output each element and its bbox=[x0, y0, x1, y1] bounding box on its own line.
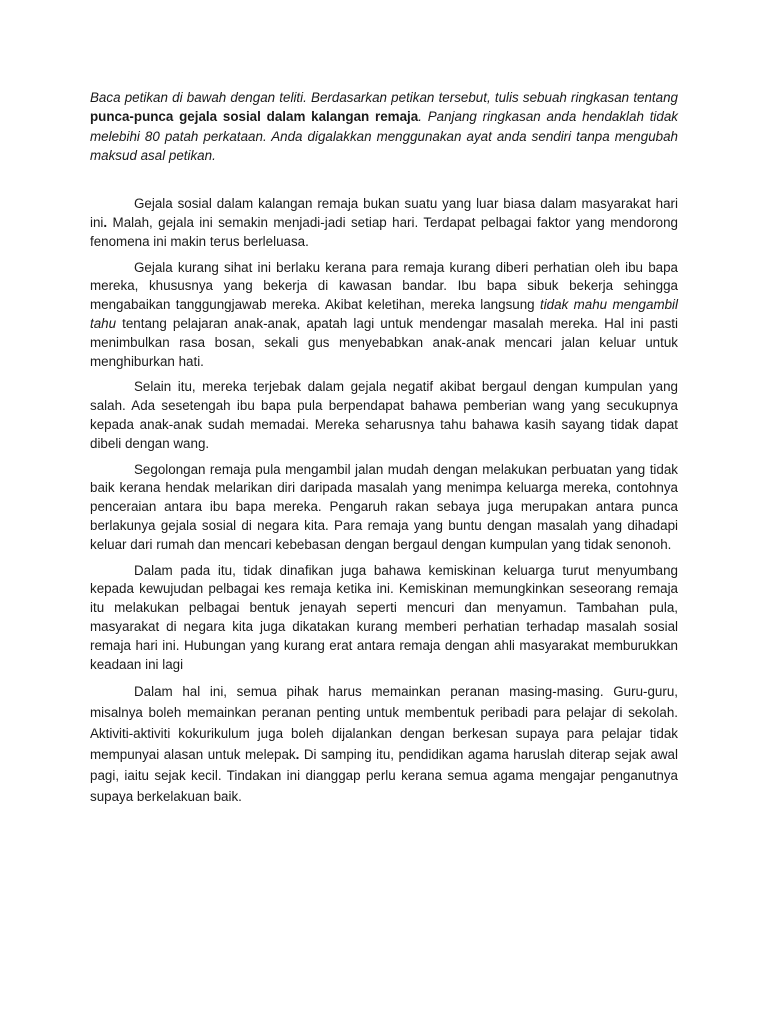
instruction-topic: punca-punca gejala sosial dalam kalangan remaja bbox=[90, 109, 419, 125]
paragraph-3: Selain itu, mereka terjebak dalam gejala negatif akibat bergaul dengan kumpulan yang salah. Ada sesetengah ibu bapa pula berpendapat bahawa pemberian wang yang secukupnya kepada anak-anak sudah memadai. Mereka seharusnya tahu bahawa kasih sayang tidak dapat dibeli dengan wang. bbox=[90, 379, 678, 451]
paragraph-1-text-b: Malah, gejala ini semakin menjadi-jadi setiap hari. Terdapat pelbagai faktor yang mendorong fenomena ini makin terus berleluasa. bbox=[90, 214, 678, 249]
paragraph-6 bbox=[90, 681, 678, 807]
paragraph-4: Segolongan remaja pula mengambil jalan mudah dengan melakukan perbuatan yang tidak baik kerana hendak melarikan diri daripada masalah yang menimpa keluarga mereka, contohnya penceraian antara ibu bapa mereka. Pengaruh rakan sebaya juga merupakan antara punca berlakunya gejala sosial di negara kita. Para remaja yang buntu dengan masalah yang dihadapi keluar dari rumah dan mencari kebebasan dengan bergaul dengan kumpulan yang tidak senonoh. bbox=[90, 461, 678, 552]
paragraph-1-bold-dot: . bbox=[103, 214, 108, 230]
paragraph-6-text-a: Dalam hal ini, semua pihak harus memainkan peranan masing-masing. Guru-guru, misalnya boleh memainkan peranan penting untuk membentuk peribadi para pelajar di sekolah. Aktiviti-aktiviti kokurikulum juga boleh dijalankan dengan berkesan supaya para pelajar tidak mempunyai alasan untuk melepak bbox=[90, 684, 678, 763]
instruction-text bbox=[90, 88, 678, 165]
paragraph-2-italic: tidak mahu mengambil tahu bbox=[90, 297, 678, 331]
document-page bbox=[90, 88, 678, 814]
paragraph-5: Dalam pada itu, tidak dinafikan juga bahawa kemiskinan keluarga turut menyumbang kepada kewujudan pelbagai kes remaja ketika ini. Kemiskinan memungkinkan seseorang remaja itu melakukan pelbagai bentuk jenayah seperti mencuri dan menyamun. Tambahan pula, masyarakat di negara kita juga dikatakan kurang memberi perhatian terhadap masalah sosial remaja hari ini. Hubungan yang kurang erat antara remaja dengan ahli masyarakat memburukkan keadaan ini lagi bbox=[90, 562, 678, 672]
paragraph-2-text-a: Gejala kurang sihat ini berlaku kerana para remaja kurang diberi perhatian oleh ibu bapa mereka, khususnya yang bekerja di kawasan bandar. Ibu bapa sibuk bekerja sehingga mengabaikan tanggungjawab mereka. Akibat keletihan, mereka langsung bbox=[90, 259, 678, 313]
instruction-part1: Baca petikan di bawah dengan teliti. Berdasarkan petikan tersebut, tulis sebuah ringkasan tentang bbox=[90, 90, 678, 105]
paragraph-1-text-a: Gejala sosial dalam kalangan remaja bukan suatu yang luar biasa dalam masyarakat hari ini bbox=[90, 196, 678, 230]
instruction-part2: . Panjang ringkasan anda hendaklah tidak melebihi 80 patah perkataan. Anda digalakkan menggunakan ayat anda sendiri tanpa mengubah maksud asal petikan. bbox=[90, 109, 678, 163]
paragraph-6-bold-dot: . bbox=[295, 747, 300, 763]
paragraph-2-text-b: tentang pelajaran anak-anak, apatah lagi untuk mendengar masalah mereka. Hal ini pasti menimbulkan rasa bosan, sekali gus menyebabkan anak-anak mencari jalan keluar untuk menghiburkan hati. bbox=[90, 315, 678, 369]
paragraph-1 bbox=[90, 195, 678, 251]
paragraph-6-text-b: Di samping itu, pendidikan agama haruslah diterap sejak awal pagi, iaitu sejak kecil. Tindakan ini dianggap perlu kerana semua agama mengajar penganutnya supaya berkelakuan baik. bbox=[90, 747, 678, 805]
paragraph-2 bbox=[90, 259, 678, 372]
